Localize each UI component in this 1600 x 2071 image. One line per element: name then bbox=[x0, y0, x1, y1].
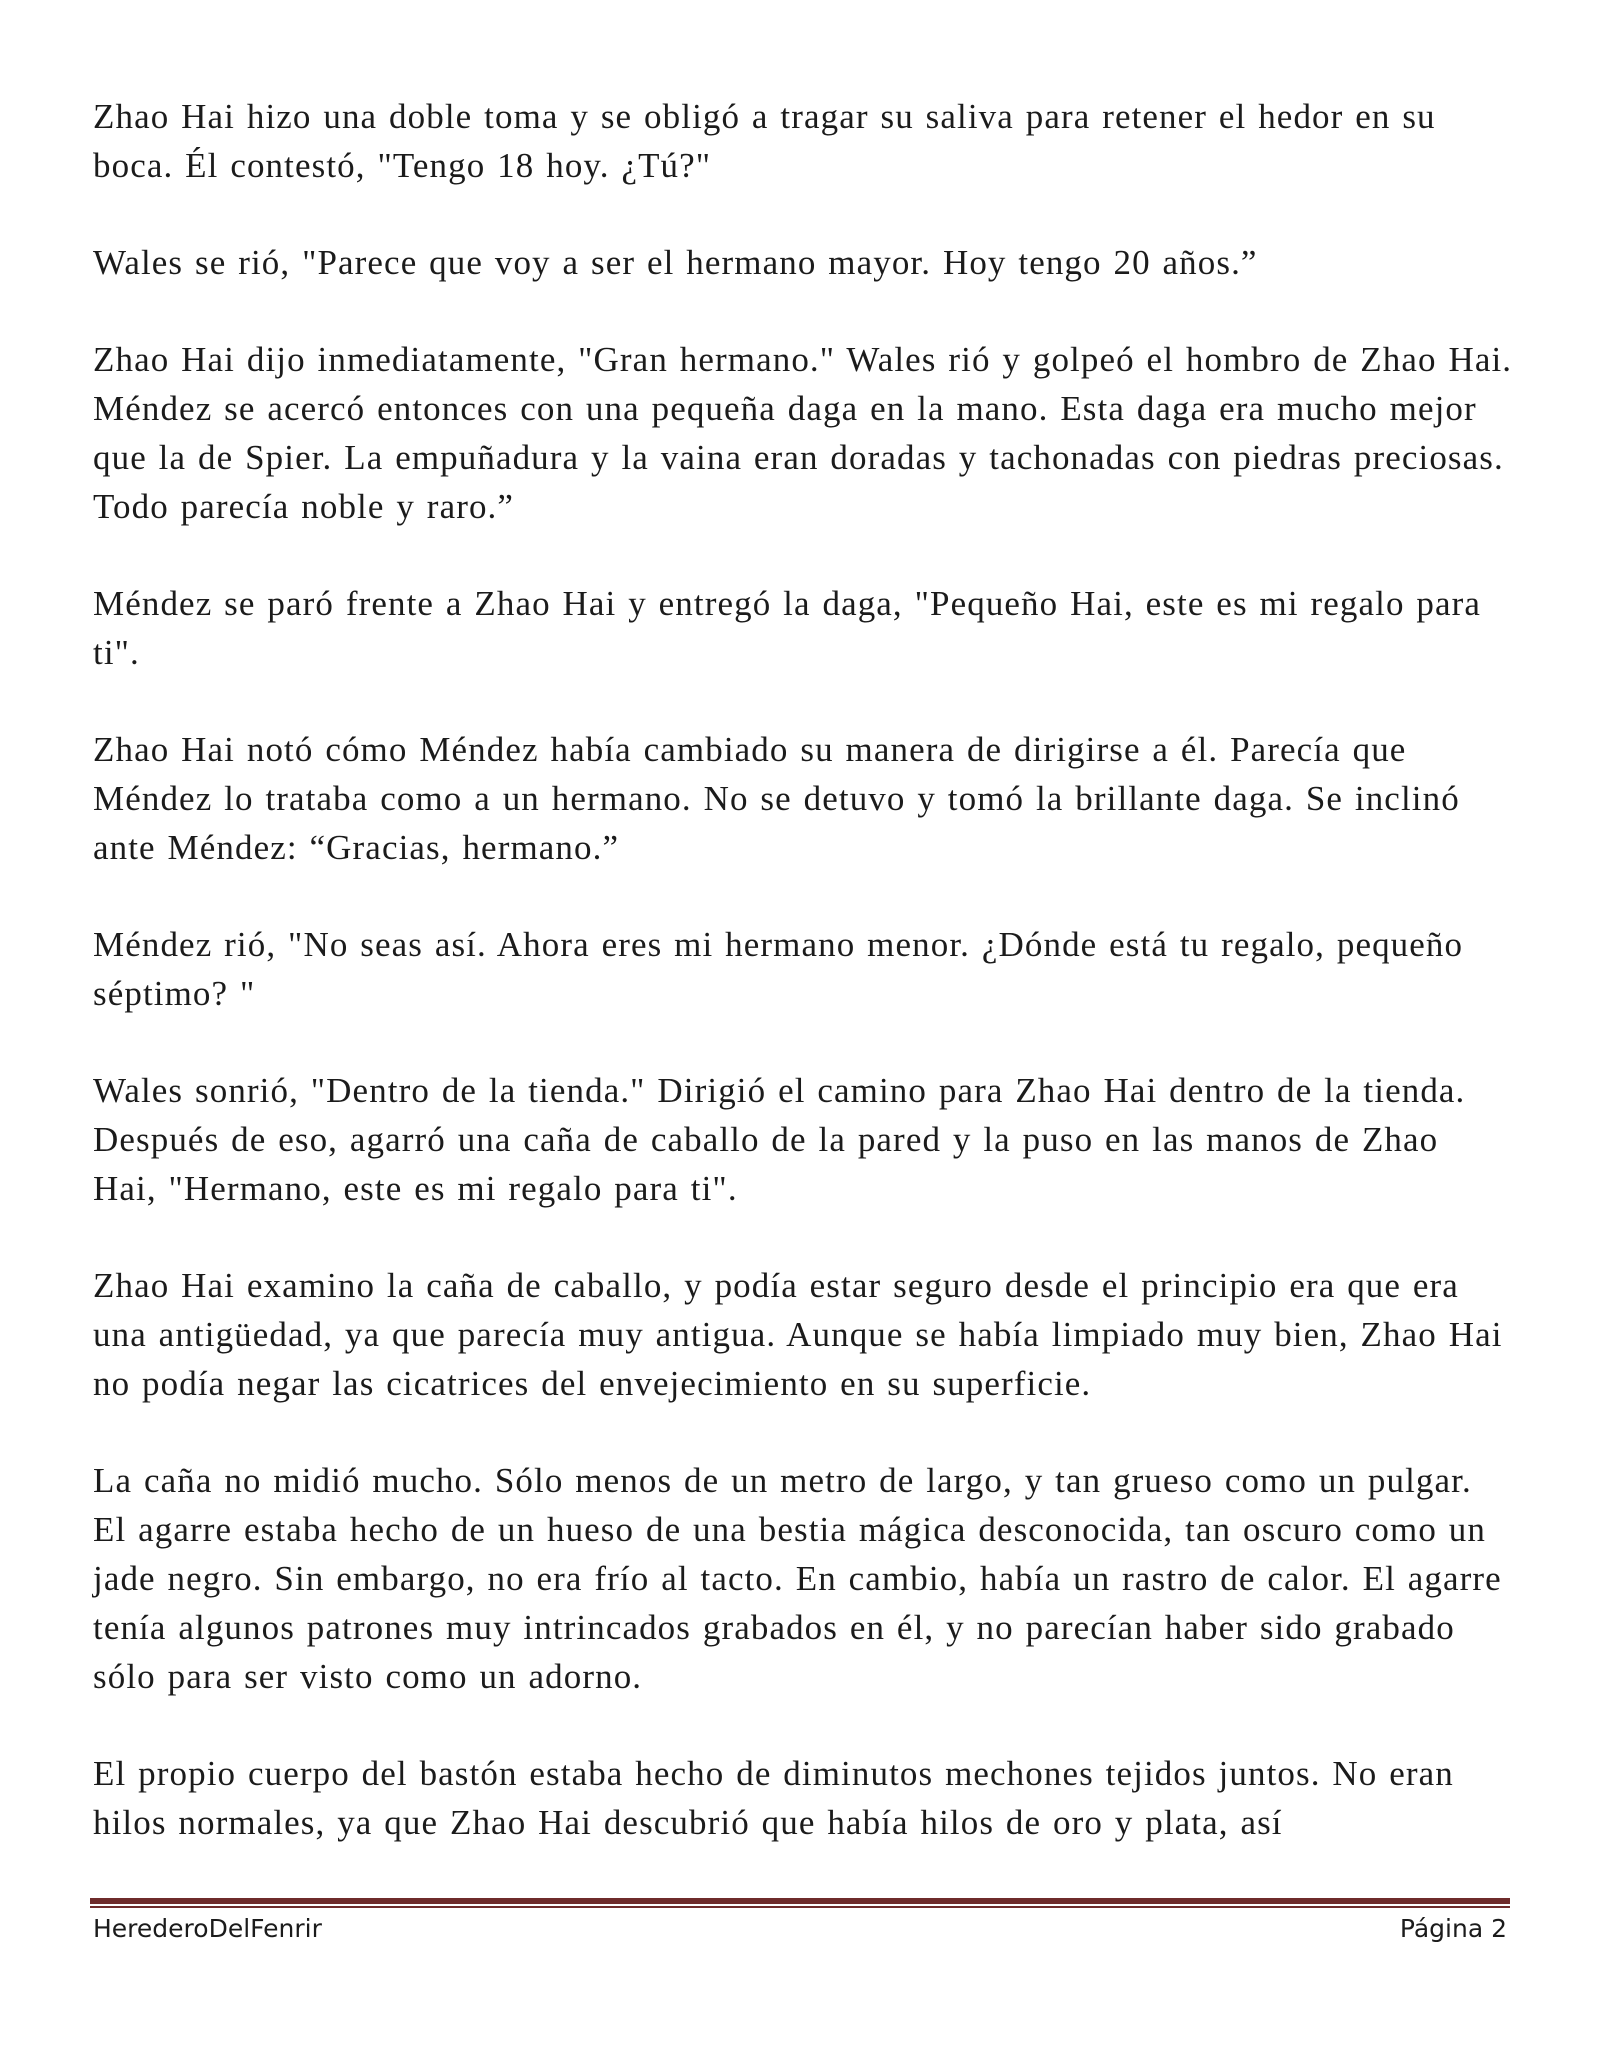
paragraph-10: El propio cuerpo del bastón estaba hecho de diminutos mechones tejidos juntos. No eran hilos normales, ya que Zhao Hai descubrió que había hilos de oro y plata, así bbox=[93, 1754, 1454, 1842]
paragraph-2: Wales se rió, "Parece que voy a ser el hermano mayor. Hoy tengo 20 años.” bbox=[93, 243, 1258, 282]
paragraph-6: Méndez rió, "No seas así. Ahora eres mi hermano menor. ¿Dónde está tu regalo, pequeño séptimo? " bbox=[93, 925, 1464, 1013]
footer-divider-thick bbox=[90, 1898, 1510, 1904]
paragraph-5: Zhao Hai notó cómo Méndez había cambiado su manera de dirigirse a él. Parecía que Méndez lo trataba como a un hermano. No se detuvo y tomó la brillante daga. Se inclinó ante Méndez: “Gracias, hermano.” bbox=[93, 730, 1460, 867]
paragraph-1: Zhao Hai hizo una doble toma y se obligó a tragar su saliva para retener el hedor en su boca. Él contestó, "Tengo 18 hoy. ¿Tú?" bbox=[93, 97, 1436, 185]
paragraph-3: Zhao Hai dijo inmediatamente, "Gran hermano." Wales rió y golpeó el hombro de Zhao Hai. Méndez se acercó entonces con una pequeña daga en la mano. Esta daga era mucho mejor que la de Spier. La empuñadura y la vaina eran doradas y tachonadas con piedras preciosas. Todo parecía noble y raro.” bbox=[93, 340, 1513, 526]
footer-author: HerederoDelFenrir bbox=[93, 1914, 322, 1943]
page-body bbox=[93, 92, 1513, 1847]
paragraph-4: Méndez se paró frente a Zhao Hai y entregó la daga, "Pequeño Hai, este es mi regalo para ti". bbox=[93, 584, 1482, 672]
footer-page-number: Página 2 bbox=[1399, 1914, 1507, 1943]
paragraph-9: La caña no midió mucho. Sólo menos de un metro de largo, y tan grueso como un pulgar. El agarre estaba hecho de un hueso de una bestia mágica desconocida, tan oscuro como un jade negro. Sin embargo, no era frío al tacto. En cambio, había un rastro de calor. El agarre tenía algunos patrones muy intrincados grabados en él, y no parecían haber sido grabado sólo para ser visto como un adorno. bbox=[93, 1461, 1502, 1696]
paragraph-7: Wales sonrió, "Dentro de la tienda." Dirigió el camino para Zhao Hai dentro de la tienda. Después de eso, agarró una caña de caballo de la pared y la puso en las manos de Zhao Hai, "Hermano, este es mi regalo para ti". bbox=[93, 1071, 1466, 1208]
paragraph-8: Zhao Hai examino la caña de caballo, y podía estar seguro desde el principio era que era una antigüedad, ya que parecía muy antigua. Aunque se había limpiado muy bien, Zhao Hai no podía negar las cicatrices del envejecimiento en su superficie. bbox=[93, 1266, 1503, 1403]
page-footer bbox=[93, 1912, 1507, 1946]
footer-divider-thin bbox=[90, 1906, 1510, 1908]
